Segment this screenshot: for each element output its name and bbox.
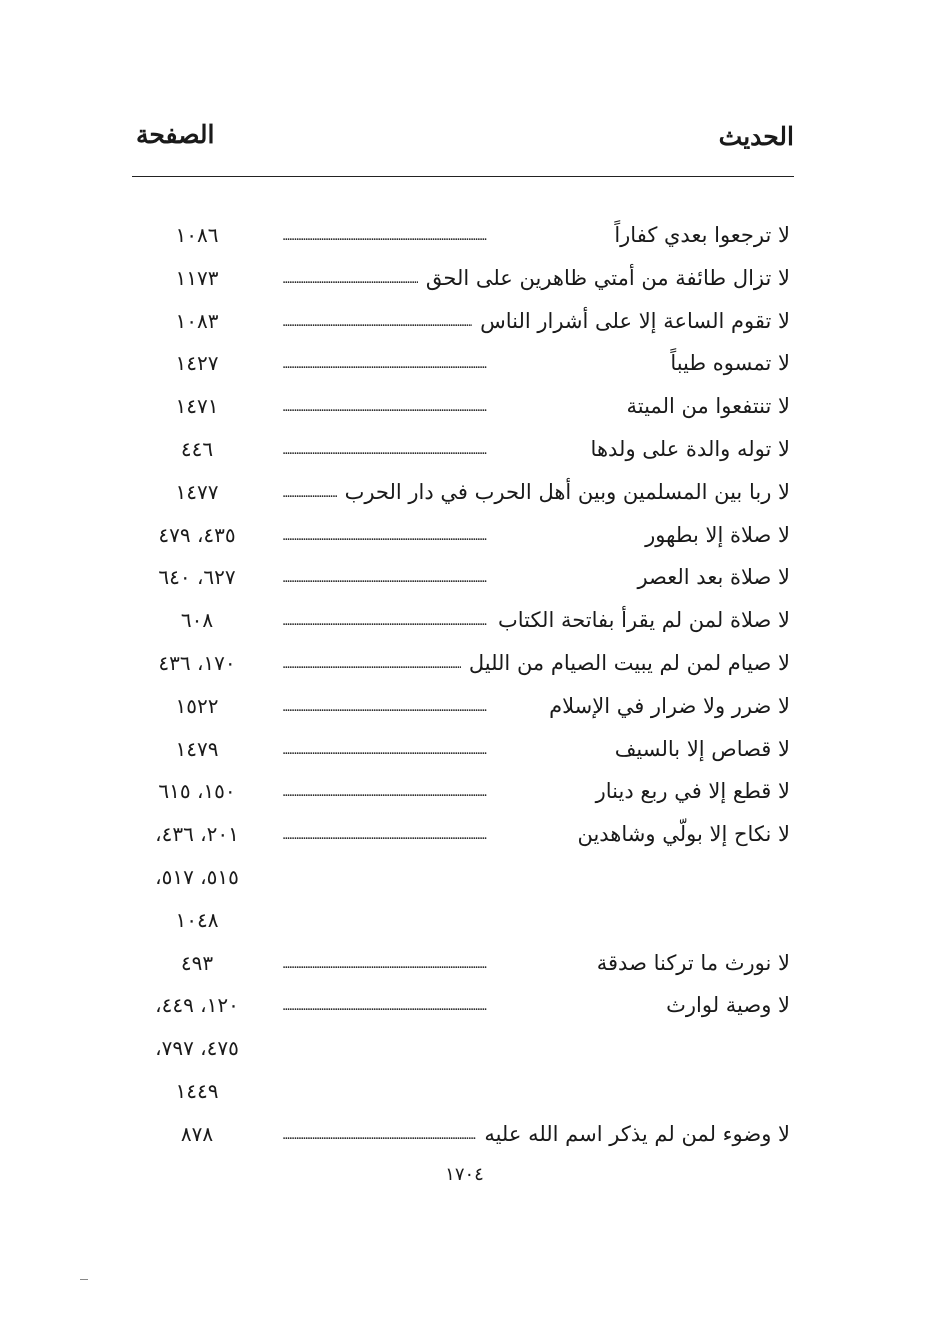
index-row <box>132 343 794 383</box>
hadith-text: لا تزال طائفة من أمتي ظاهرين على الحق <box>425 265 790 290</box>
hadith-entry <box>282 814 790 854</box>
index-row <box>132 814 794 854</box>
dot-leader <box>282 557 629 597</box>
page-refs: ٨٧٨ <box>180 1121 214 1146</box>
dot-leader <box>282 686 541 726</box>
hadith-entry <box>282 943 790 983</box>
dot-leader <box>282 771 588 811</box>
hadith-text: لا تمسوه طيباً <box>670 351 790 376</box>
page-refs: ١٤٤٩ <box>175 1079 219 1103</box>
dot-leader <box>282 386 619 426</box>
page-refs: ٥١٥، ٥١٧، <box>155 865 239 889</box>
page-refs: ١٥٠، ٦١٥ <box>158 779 236 804</box>
dot-leader <box>282 258 418 298</box>
hadith-entry <box>282 557 790 597</box>
dot-leader <box>282 429 583 469</box>
page-refs: ٦٢٧، ٦٤٠ <box>158 565 236 590</box>
hadith-text: لا صيام لمن لم يبيت الصيام من الليل <box>468 651 790 675</box>
index-row <box>132 557 794 597</box>
index-row <box>132 1114 794 1154</box>
page-refs: ٢٠١، ٤٣٦، <box>155 822 239 847</box>
page-refs: ١٥٢٢ <box>175 693 219 718</box>
page-refs: ١٤٢٧ <box>175 351 219 376</box>
dot-leader <box>282 215 606 255</box>
hadith-entry <box>282 985 790 1025</box>
hadith-entry <box>282 472 790 512</box>
hadith-entry <box>282 386 790 426</box>
index-row <box>132 686 794 726</box>
dot-leader <box>282 985 658 1025</box>
hadith-text: لا ضرر ولا ضرار في الإسلام <box>549 693 790 718</box>
hadith-entry <box>282 1114 790 1154</box>
header-rule <box>132 176 794 177</box>
page-refs: ٤٩٣ <box>180 950 214 975</box>
hadith-text: لا ترجعوا بعدي كفاراً <box>614 223 790 247</box>
hadith-entry <box>282 686 790 726</box>
hadith-text: لا صلاة إلا بطهور <box>645 522 790 547</box>
hadith-text: لا ربا بين المسلمين وبين أهل الحرب في دار الحرب <box>344 479 790 504</box>
index-row <box>132 429 794 469</box>
hadith-entry <box>282 515 790 555</box>
hadith-text: لا قطع إلا في ربع دينار <box>595 779 790 804</box>
hadith-entry <box>282 301 790 341</box>
hadith-entry <box>282 215 790 255</box>
index-row <box>132 985 794 1025</box>
hadith-text: لا تقوم الساعة إلا على أشرار الناس <box>480 308 790 333</box>
page-refs: ١٢٠، ٤٤٩، <box>155 993 239 1018</box>
index-row <box>132 857 794 897</box>
index-row <box>132 1071 794 1111</box>
index-row <box>132 1028 794 1068</box>
page-refs: ١٠٤٨ <box>175 907 219 932</box>
hadith-text: لا قصاص إلا بالسيف <box>614 736 790 761</box>
hadith-text: لا نكاح إلا بولّي وشاهدين <box>577 822 790 847</box>
index-row <box>132 472 794 512</box>
hadith-entry <box>282 343 790 383</box>
page-refs: ٤٤٦ <box>180 437 214 461</box>
index-row <box>132 215 794 255</box>
hadith-text: لا وضوء لمن لم يذكر اسم الله عليه <box>484 1121 790 1146</box>
page-header <box>132 118 794 162</box>
page-refs: ١٠٨٣ <box>175 308 219 333</box>
index-row <box>132 729 794 769</box>
hadith-entry <box>282 429 790 469</box>
page-refs: ٤٧٥، ٧٩٧، <box>155 1036 239 1061</box>
index-row <box>132 258 794 298</box>
index-row <box>132 943 794 983</box>
dot-leader <box>282 729 607 769</box>
column-title-page: الصفحة <box>136 120 215 149</box>
index-row <box>132 386 794 426</box>
page-refs: ٦٠٨ <box>180 608 214 633</box>
index-row <box>132 771 794 811</box>
hadith-text: لا نورث ما تركنا صدقة <box>596 950 790 975</box>
index-row <box>132 643 794 683</box>
hadith-text: لا صلاة بعد العصر <box>637 565 790 590</box>
page-refs: ١١٧٣ <box>175 265 219 290</box>
hadith-text: لا صلاة لمن لم يقرأ بفاتحة الكتاب <box>497 608 790 633</box>
dot-leader <box>282 515 637 555</box>
dot-leader <box>282 814 569 854</box>
hadith-entry <box>282 258 790 298</box>
hadith-entry <box>282 771 790 811</box>
dot-leader <box>282 343 662 383</box>
dot-leader <box>282 600 490 640</box>
page-refs: ١٠٨٦ <box>175 223 219 247</box>
index-row <box>132 301 794 341</box>
column-title-hadith: الحديث <box>718 122 794 151</box>
page-refs: ١٧٠، ٤٣٦ <box>158 651 236 675</box>
page-refs: ١٤٧٧ <box>175 479 219 504</box>
index-row <box>132 900 794 940</box>
dot-leader <box>282 943 589 983</box>
hadith-entry <box>282 643 790 683</box>
dot-leader <box>282 643 461 683</box>
hadith-entry <box>282 729 790 769</box>
hadith-text: لا توله والدة على ولدها <box>590 437 790 461</box>
page-refs: ٤٣٥، ٤٧٩ <box>158 522 236 547</box>
page-refs: ١٤٧٩ <box>175 736 219 761</box>
dot-leader <box>282 1114 476 1154</box>
page-refs: ١٤٧١ <box>175 394 219 419</box>
index-row <box>132 600 794 640</box>
dot-leader <box>282 301 472 341</box>
index-row <box>132 515 794 555</box>
dot-leader <box>282 472 337 512</box>
page-number: ١٧٠٤ <box>445 1164 484 1185</box>
hadith-text: لا تنتفعوا من الميتة <box>626 394 790 419</box>
scan-speck <box>80 1279 88 1280</box>
hadith-entry <box>282 600 790 640</box>
hadith-text: لا وصية لوارث <box>666 993 790 1018</box>
